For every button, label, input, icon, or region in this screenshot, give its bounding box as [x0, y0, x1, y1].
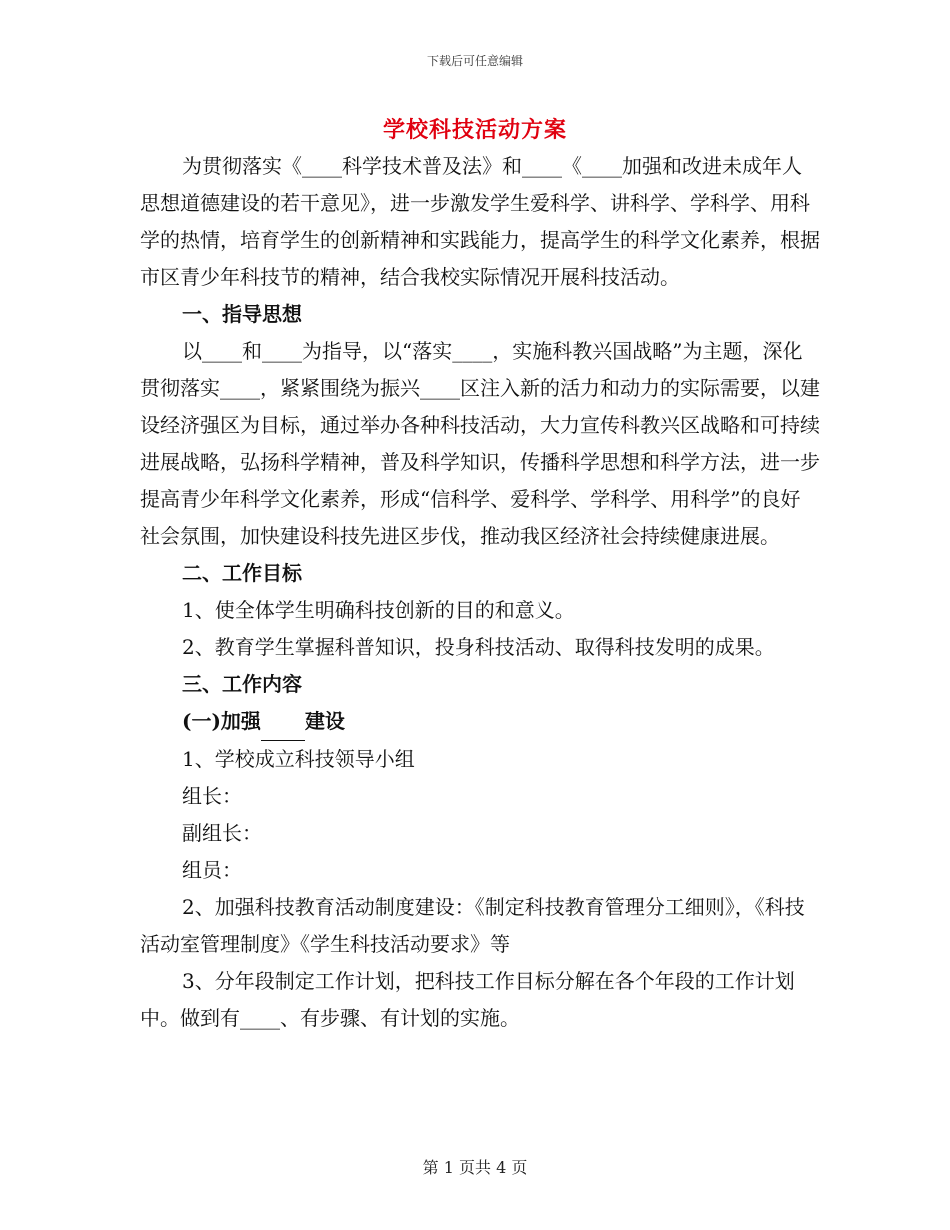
content-item-1: 1、学校成立科技领导小组	[182, 747, 415, 771]
intro-paragraph: 为贯彻落实《____科学技术普及法》和____《____加强和改进未成年人思想道德建设的若干意见》，进一步激发学生爱科学、讲科学、学科学、用科学的热情，培育学生的创新精神和实践能力，提高学生的科学文化素养，根据市区青少年科技节的精神，结合我校实际情况开展科技活动。	[140, 154, 820, 289]
document-title: 学校科技活动方案	[382, 117, 567, 143]
subsection-heading-suffix: 建设	[304, 709, 345, 733]
document-body	[140, 148, 820, 1037]
goal-item-1: 1、使全体学生明确科技创新的目的和意义。	[182, 598, 575, 622]
guiding-ideology-paragraph: 以____和____为指导，以“落实____，实施科教兴国战略”为主题，深化贯彻落实____，紧紧围绕为振兴____区注入新的活力和动力的实际需要，以建设经济强区为目标，通过举办各种科技活动，大力宣传科教兴区战略和可持续进展战略，弘扬科学精神，普及科学知识，传播科学思想和科学方法，进一步提高青少年科学文化素养，形成“信科学、爱科学、学科学、用科学”的良好社会氛围，加快建设科技先进区步伐，推动我区经济社会持续健康进展。	[140, 339, 820, 548]
vice-leader-line: 副组长：	[182, 821, 262, 845]
content-item-2: 2、加强科技教育活动制度建设：《制定科技教育管理分工细则》，《科技活动室管理制度》《学生科技活动要求》等	[140, 895, 805, 956]
subsection-heading	[140, 703, 820, 741]
leader-line: 组长：	[182, 784, 242, 808]
page-footer: 第 1 页共 4 页	[422, 1158, 528, 1177]
section-heading-work-goals: 二、工作目标	[182, 561, 302, 585]
content-item-3: 3、分年段制定工作计划，把科技工作目标分解在各个年段的工作计划中。做到有____、有步骤、有计划的实施。	[140, 969, 795, 1030]
page-header: 下载后可任意编辑	[426, 54, 523, 68]
fill-in-blank	[261, 703, 305, 741]
goal-item-2: 2、教育学生掌握科普知识，投身科技活动、取得科技发明的成果。	[182, 635, 775, 659]
members-line: 组员：	[182, 858, 242, 882]
subsection-heading-prefix: (一)加强	[182, 709, 261, 733]
section-heading-work-content: 三、工作内容	[182, 672, 302, 696]
section-heading-guiding-ideology: 一、指导思想	[182, 302, 302, 326]
